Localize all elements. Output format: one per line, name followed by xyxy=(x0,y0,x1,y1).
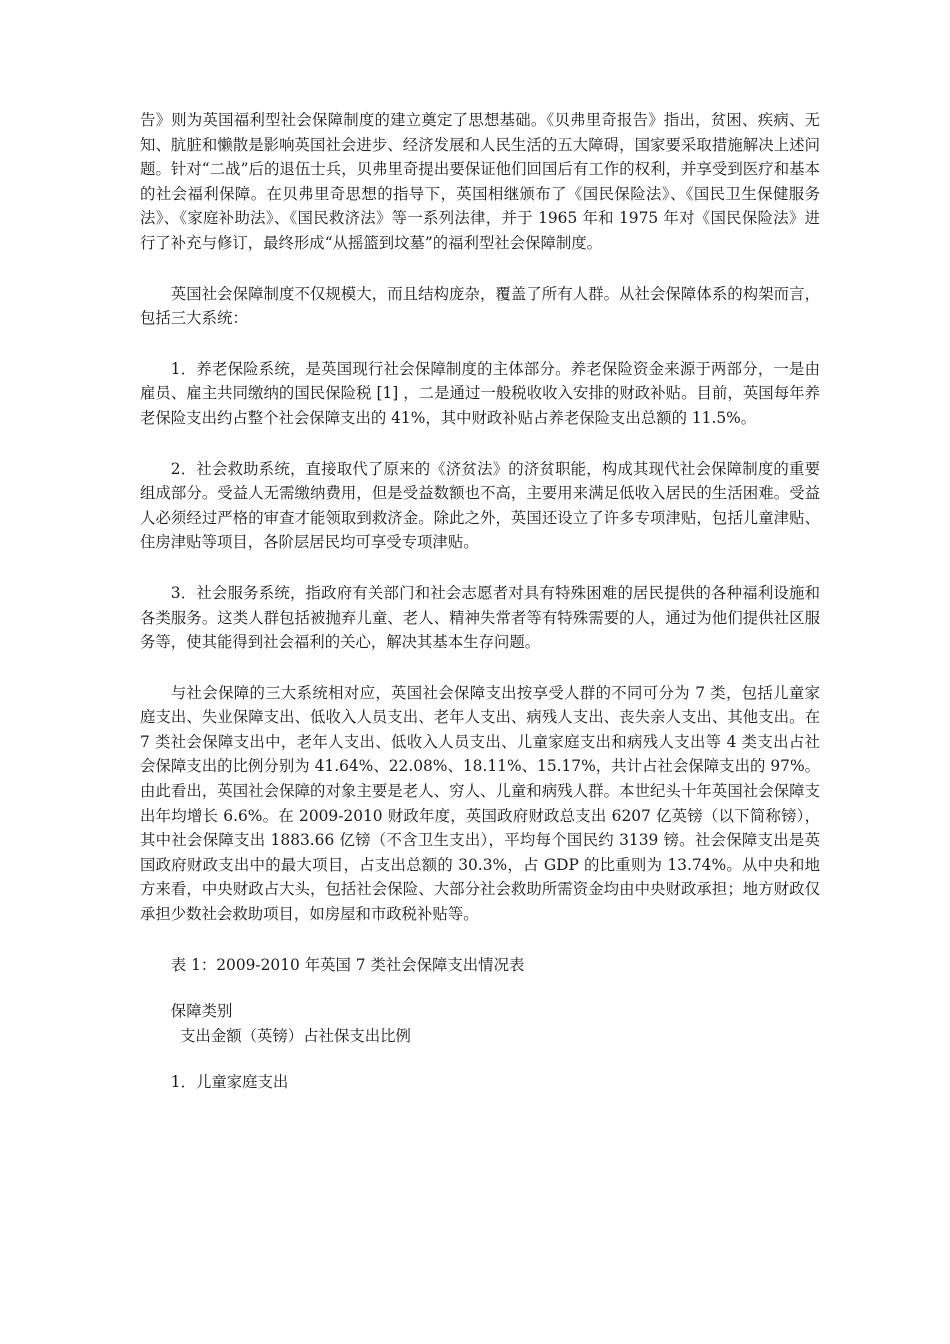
document-page xyxy=(140,108,820,1095)
table-header-category: 保障类别 xyxy=(170,1002,233,1021)
table-caption: 表 1：2009-2010 年英国 7 类社会保障支出情况表 xyxy=(170,955,525,974)
paragraph-structure: 英国社会保障制度不仅规模大，而且结构庞杂，覆盖了所有人群。从社会保障体系的构架而言，包括三大系统： xyxy=(140,284,820,328)
paragraph-pension-system: 1．养老保险系统，是英国现行社会保障制度的主体部分。养老保险资金来源于两部分，一是由雇员、雇主共同缴纳的国民保险税 [1] ，二是通过一般税收收入安排的财政补贴。目前，英国每年养老保险支出约占整个社会保障支出的 41%，其中财政补贴占养老保险支出总额的 11.5%。 xyxy=(140,359,820,427)
table-header-amount-ratio: 支出金额（英镑）占社保支出比例 xyxy=(180,1026,411,1045)
table-row-children-family: 1．儿童家庭支出 xyxy=(170,1073,289,1092)
paragraph-social-services: 3．社会服务系统，指政府有关部门和社会志愿者对具有特殊困难的居民提供的各种福利设施和各类服务。这类人群包括被抛弃儿童、老人、精神失常者等有特殊需要的人，通过为他们提供社区服务等，使其能得到社会福利的关心，解决其基本生存问题。 xyxy=(140,583,820,652)
paragraph-beveridge: 告》则为英国福利型社会保障制度的建立奠定了思想基础。《贝弗里奇报告》指出，贫困、疾病、无知、肮脏和懒散是影响英国社会进步、经济发展和人民生活的五大障碍，国家要采取措施解决上述问题。针对“二战”后的退伍士兵，贝弗里奇提出要保证他们回国后有工作的权利，并享受到医疗和基本的社会福利保障。在贝弗里奇思想的指导下，英国相继颁布了《国民保险法》、《国民卫生保健服务法》、《家庭补助法》、《国民救济法》等一系列法律，并于 1965 年和 1975 年对《国民保险法》进行了补充与修订，最终形成“从摇篮到坟墓”的福利型社会保障制度。 xyxy=(140,111,820,252)
paragraph-expenditure: 与社会保障的三大系统相对应，英国社会保障支出按享受人群的不同可分为 7 类，包括儿童家庭支出、失业保障支出、低收入人员支出、老年人支出、病残人支出、丧失亲人支出、其他支出。在 7 类社会保障支出中，老年人支出、低收入人员支出、儿童家庭支出和病残人支出等 4 类支出占社会保障支出的比例分别为 41.64%、22.08%、18.11%、15.17%，共计占社会保障支出的 97%。由此看出，英国社会保障的对象主要是老人、穷人、儿童和病残人群。本世纪头十年英国社会保障支出年均增长 6.6%。在 2009-2010 财政年度，英国政府财政总支出 6207 亿英镑（以下简称镑），其中社会保障支出 1883.66 亿镑（不含卫生支出），平均每个国民约 3139 镑。社会保障支出是英国政府财政支出中的最大项目，占支出总额的 30.3%，占 GDP 的比重则为 13.74%。从中央和地方来看，中央财政占大头，包括社会保险、大部分社会救助所需资金均由中央财政承担；地方财政仅承担少数社会救助项目，如房屋和市政税补贴等。 xyxy=(140,683,820,924)
paragraph-social-assistance: 2．社会救助系统，直接取代了原来的《济贫法》的济贫职能，构成其现代社会保障制度的重要组成部分。受益人无需缴纳费用，但是受益数额也不高，主要用来满足低收入居民的生活困难。受益人必须经过严格的审查才能领取到救济金。除此之外，英国还设立了许多专项津贴，包括儿童津贴、住房津贴等项目，各阶层居民均可享受专项津贴。 xyxy=(140,459,820,552)
